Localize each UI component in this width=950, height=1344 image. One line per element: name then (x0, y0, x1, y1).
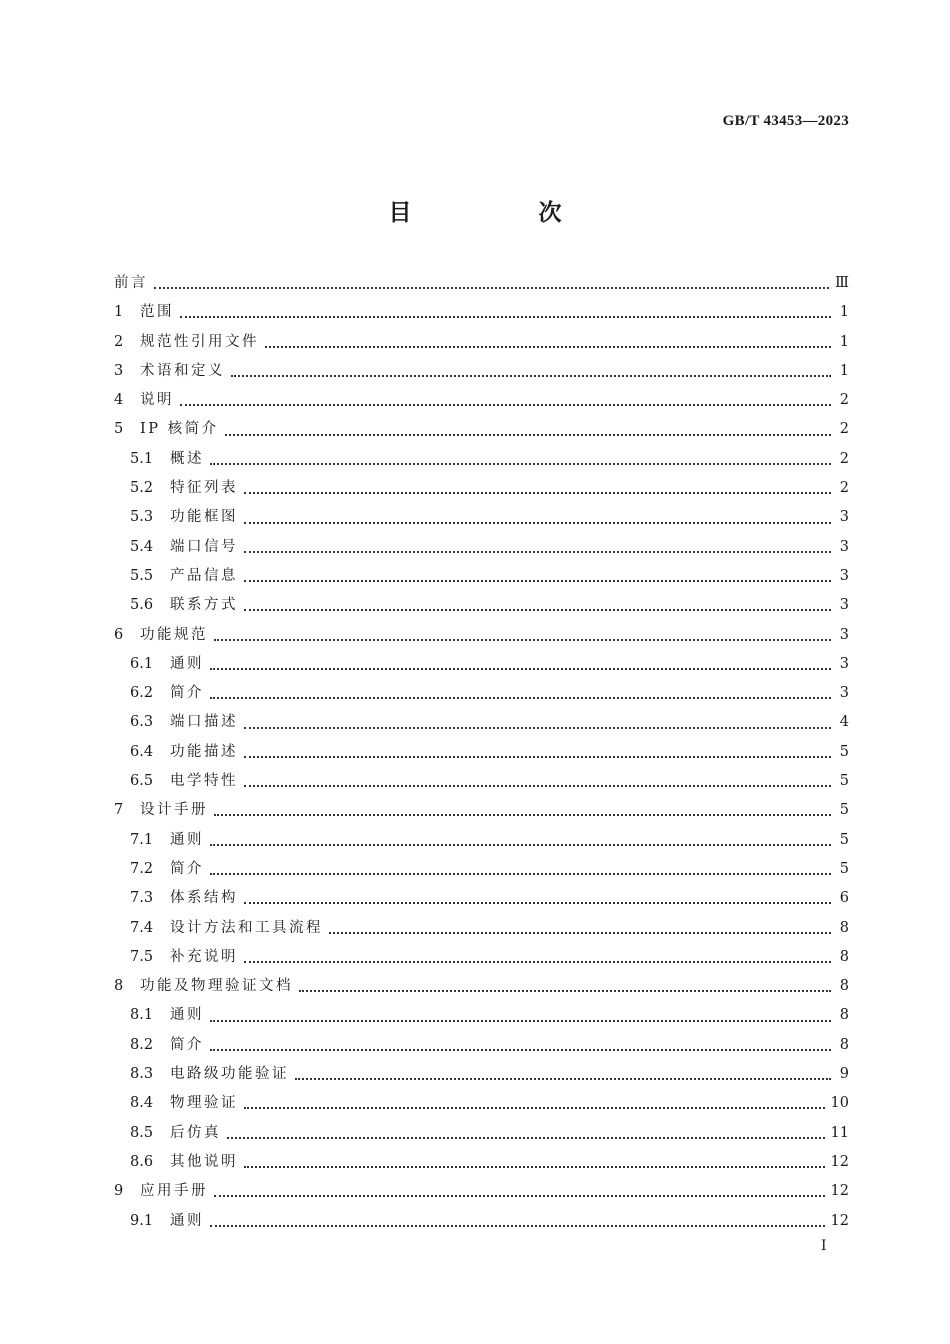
page-number: Ⅰ (821, 1238, 827, 1254)
toc-entry-page: 2 (839, 450, 849, 467)
dot-leader (244, 608, 831, 611)
toc-entry-page: 3 (839, 509, 849, 526)
dot-leader (244, 579, 831, 582)
toc-entry[interactable] (114, 1089, 849, 1118)
toc-entry-page: 3 (839, 685, 849, 702)
toc-entry-page: 1 (839, 362, 849, 379)
toc-entry-page: 5 (839, 802, 849, 819)
dot-leader (244, 726, 831, 729)
dot-leader (210, 696, 831, 699)
toc-entry-label: 术语和定义 (140, 362, 225, 379)
toc-entry-number: 7.1 (130, 831, 154, 848)
toc-entry-page: 5 (839, 773, 849, 790)
toc-entry-label: 物理验证 (170, 1095, 238, 1112)
dot-leader (214, 813, 831, 816)
toc-entry[interactable] (114, 1177, 849, 1206)
toc-entry[interactable] (114, 767, 849, 796)
dot-leader (244, 1106, 825, 1109)
toc-entry-label: 功能及物理验证文档 (140, 978, 293, 995)
toc-entry[interactable] (114, 1060, 849, 1089)
dot-leader (244, 550, 831, 553)
dot-leader (214, 638, 831, 641)
toc-entry-label: 简介 (170, 1036, 204, 1053)
toc-entry-number: 5 (114, 421, 124, 438)
dot-leader (244, 1165, 825, 1168)
toc-entry-label: 通则 (170, 1007, 204, 1024)
dot-leader (244, 960, 831, 963)
dot-leader (210, 872, 831, 875)
toc-entry[interactable] (114, 1001, 849, 1030)
toc-entry-number: 4 (114, 392, 124, 409)
toc-entry-number: 2 (114, 333, 124, 350)
dot-leader (210, 1048, 831, 1051)
toc-entry-label: 概述 (170, 450, 204, 467)
toc-entry-number: 3 (114, 362, 124, 379)
toc-entry-label: 功能框图 (170, 509, 238, 526)
dot-leader (214, 1194, 825, 1197)
toc-entry-page: 2 (839, 421, 849, 438)
toc-entry[interactable] (114, 738, 849, 767)
toc-entry-page: 12 (830, 1183, 849, 1200)
toc-entry-page: 8 (839, 1007, 849, 1024)
toc-entry-page: 8 (839, 1036, 849, 1053)
toc-entry-page: 2 (839, 392, 849, 409)
dot-leader (210, 462, 831, 465)
dot-leader (180, 403, 831, 406)
toc-entry[interactable] (114, 826, 849, 855)
table-of-contents (114, 269, 849, 1236)
toc-entry-label: 补充说明 (170, 948, 238, 965)
toc-entry-label: 端口描述 (170, 714, 238, 731)
toc-entry-number: 5.3 (130, 509, 154, 526)
dot-leader (244, 491, 831, 494)
toc-entry[interactable] (114, 708, 849, 737)
toc-entry-number: 6.1 (130, 655, 154, 672)
toc-entry-label: 其他说明 (170, 1153, 238, 1170)
dot-leader (154, 286, 829, 289)
toc-entry-page: 3 (839, 538, 849, 555)
toc-entry-page: 3 (839, 655, 849, 672)
toc-entry[interactable] (114, 621, 849, 650)
dot-leader (210, 667, 831, 670)
toc-entry[interactable] (114, 445, 849, 474)
dot-leader (210, 843, 831, 846)
toc-entry-number: 6.4 (130, 743, 154, 760)
toc-entry-number: 5.2 (130, 480, 154, 497)
dot-leader (295, 1077, 831, 1080)
toc-entry-number: 5.6 (130, 597, 154, 614)
toc-entry-page: 3 (839, 597, 849, 614)
dot-leader (265, 345, 831, 348)
toc-entry[interactable] (114, 855, 849, 884)
toc-entry-label: 通则 (170, 655, 204, 672)
toc-entry[interactable] (114, 1207, 849, 1236)
toc-entry-number: 9 (114, 1183, 124, 1200)
toc-entry-page: 12 (830, 1153, 849, 1170)
dot-leader (329, 931, 831, 934)
toc-entry-number: 5.5 (130, 567, 154, 584)
toc-entry[interactable] (114, 474, 849, 503)
toc-entry-page: 8 (839, 948, 849, 965)
toc-entry[interactable] (114, 386, 849, 415)
page-title: 目 次 (388, 199, 614, 226)
toc-entry-page: 3 (839, 567, 849, 584)
toc-entry-number: 8.1 (130, 1007, 154, 1024)
toc-entry[interactable] (114, 1031, 849, 1060)
toc-entry[interactable] (114, 415, 849, 444)
dot-leader (244, 784, 831, 787)
toc-entry-page: 1 (839, 304, 849, 321)
toc-entry-label: 通则 (170, 831, 204, 848)
toc-entry[interactable] (114, 884, 849, 913)
toc-entry-label: 通则 (170, 1212, 204, 1229)
toc-entry-number: 7.4 (130, 919, 154, 936)
toc-entry-label: 设计方法和工具流程 (170, 919, 323, 936)
toc-entry-page: 4 (839, 714, 849, 731)
toc-entry-label: 应用手册 (140, 1183, 208, 1200)
toc-entry-label: 体系结构 (170, 890, 238, 907)
toc-entry-label: 功能描述 (170, 743, 238, 760)
toc-entry-label: IP 核简介 (140, 421, 219, 438)
dot-leader (244, 755, 831, 758)
toc-entry-label: 联系方式 (170, 597, 238, 614)
toc-entry-number: 8 (114, 978, 124, 995)
dot-leader (299, 989, 831, 992)
toc-entry-label: 设计手册 (140, 802, 208, 819)
toc-entry[interactable] (114, 298, 849, 327)
toc-entry[interactable] (114, 1119, 849, 1148)
toc-entry-number: 8.6 (130, 1153, 154, 1170)
toc-entry[interactable] (114, 269, 849, 298)
toc-entry-number: 8.5 (130, 1124, 154, 1141)
toc-entry-number: 7.2 (130, 860, 154, 877)
toc-entry-number: 5.1 (130, 450, 154, 467)
toc-entry-page: 6 (839, 890, 849, 907)
toc-entry-label: 电路级功能验证 (170, 1066, 289, 1083)
toc-entry[interactable] (114, 972, 849, 1001)
dot-leader (210, 1224, 825, 1227)
toc-entry[interactable] (114, 533, 849, 562)
toc-entry-number: 6.5 (130, 773, 154, 790)
toc-entry-number: 6.2 (130, 685, 154, 702)
toc-entry-page: 3 (839, 626, 849, 643)
toc-entry[interactable] (114, 679, 849, 708)
toc-entry[interactable] (114, 591, 849, 620)
toc-entry[interactable] (114, 503, 849, 532)
toc-entry-page: 12 (830, 1212, 849, 1229)
dot-leader (227, 1136, 825, 1139)
toc-entry-number: 8.4 (130, 1095, 154, 1112)
toc-entry[interactable] (114, 796, 849, 825)
toc-entry-page: 5 (839, 831, 849, 848)
toc-entry-number: 5.4 (130, 538, 154, 555)
toc-entry[interactable] (114, 1148, 849, 1177)
toc-entry-label: 简介 (170, 860, 204, 877)
toc-entry-label: 后仿真 (170, 1124, 221, 1141)
toc-entry-number: 8.3 (130, 1066, 154, 1083)
toc-entry-page: 5 (839, 860, 849, 877)
toc-entry-number: 8.2 (130, 1036, 154, 1053)
toc-entry-page: Ⅲ (835, 275, 849, 291)
toc-entry-label: 电学特性 (170, 773, 238, 790)
dot-leader (225, 433, 831, 436)
toc-entry-number: 6.3 (130, 714, 154, 731)
toc-entry-page: 8 (839, 978, 849, 995)
toc-entry[interactable] (114, 650, 849, 679)
toc-entry-number: 7.5 (130, 948, 154, 965)
toc-entry[interactable] (114, 562, 849, 591)
toc-entry-number: 6 (114, 626, 124, 643)
toc-entry-label: 产品信息 (170, 567, 238, 584)
toc-entry-label: 规范性引用文件 (140, 333, 259, 350)
toc-entry[interactable] (114, 943, 849, 972)
toc-entry-number: 1 (114, 304, 124, 321)
toc-entry-label: 说明 (140, 392, 174, 409)
toc-entry-page: 2 (839, 480, 849, 497)
dot-leader (231, 374, 831, 377)
toc-entry-page: 9 (839, 1066, 849, 1083)
standard-code: GB/T 43453—2023 (722, 113, 849, 129)
toc-entry-label: 前言 (114, 275, 148, 291)
toc-entry-label: 范围 (140, 304, 174, 321)
toc-entry-label: 端口信号 (170, 538, 238, 555)
dot-leader (244, 901, 831, 904)
toc-entry-number: 7.3 (130, 890, 154, 907)
toc-entry[interactable] (114, 357, 849, 386)
toc-entry[interactable] (114, 914, 849, 943)
toc-entry-label: 特征列表 (170, 480, 238, 497)
toc-entry-page: 5 (839, 743, 849, 760)
toc-entry[interactable] (114, 328, 849, 357)
toc-entry-page: 8 (839, 919, 849, 936)
toc-entry-page: 10 (830, 1095, 849, 1112)
toc-entry-label: 简介 (170, 685, 204, 702)
dot-leader (180, 315, 831, 318)
dot-leader (210, 1019, 831, 1022)
toc-entry-page: 1 (839, 333, 849, 350)
toc-entry-page: 11 (830, 1124, 849, 1141)
toc-entry-number: 9.1 (130, 1212, 154, 1229)
toc-entry-label: 功能规范 (140, 626, 208, 643)
dot-leader (244, 521, 831, 524)
toc-entry-number: 7 (114, 802, 124, 819)
